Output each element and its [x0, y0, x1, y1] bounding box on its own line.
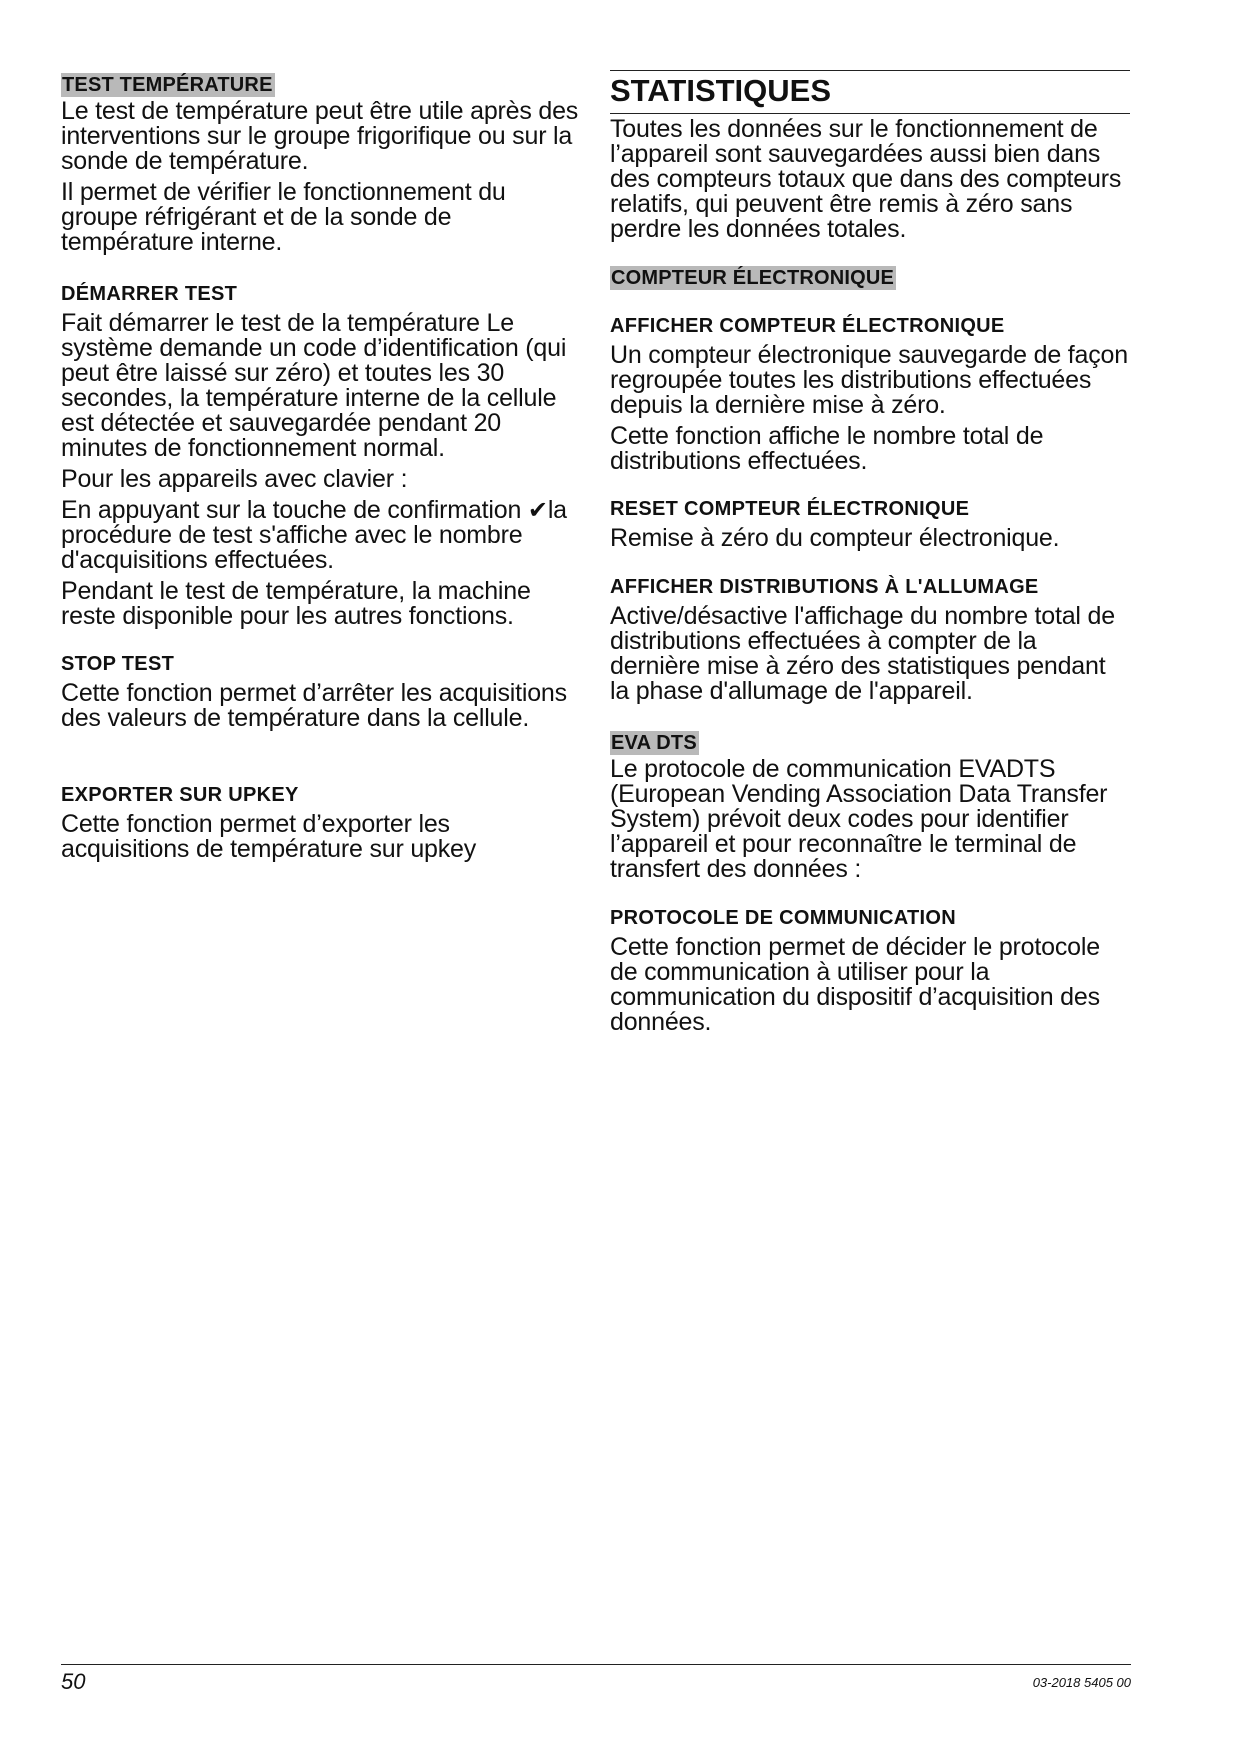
protocole-section — [610, 906, 1130, 1035]
afficher-distributions-paragraph: Active/désactive l'affichage du nombre total de distributions effectuées à compter de la dernière mise à zéro des statistiques pendant la phase d'allumage de l'appareil. — [610, 602, 1115, 705]
afficher-compteur-paragraph: Un compteur électronique sauvegarde de façon regroupée toutes les distributions effectuées depuis la dernière mise à zéro. — [610, 341, 1128, 419]
afficher-distributions-section — [610, 575, 1130, 704]
protocole-paragraph: Cette fonction permet de décider le protocole de communication à utiliser pour la communication du dispositif d’acquisition des données. — [610, 933, 1100, 1036]
demarrer-test-section — [61, 282, 581, 629]
statistiques-intro: Toutes les données sur le fonctionnement de l’appareil sont sauvegardées aussi bien dans des compteurs totaux que dans des compteurs relatifs, qui peuvent être remis à zéro sans perdre les données totales. — [610, 115, 1122, 243]
page-footer — [61, 1664, 1131, 1694]
reset-compteur-heading: RESET COMPTEUR ÉLECTRONIQUE — [610, 498, 970, 520]
test-temperature-heading: TEST TEMPÉRATURE — [62, 74, 273, 96]
afficher-compteur-paragraph: Cette fonction affiche le nombre total de distributions effectuées. — [610, 422, 1044, 475]
eva-dts-heading: EVA DTS — [611, 732, 697, 754]
stop-test-heading: STOP TEST — [61, 653, 175, 675]
test-temperature-section — [61, 73, 581, 255]
statistiques-title-block — [610, 73, 1130, 109]
exporter-upkey-section — [61, 783, 581, 862]
afficher-compteur-section — [610, 314, 1130, 474]
section-title: STATISTIQUES — [610, 73, 832, 108]
stop-test-section — [61, 652, 581, 731]
reset-compteur-paragraph: Remise à zéro du compteur électronique. — [610, 524, 1060, 552]
demarrer-test-paragraph — [61, 498, 581, 573]
compteur-electronique-heading: COMPTEUR ÉLECTRONIQUE — [611, 267, 895, 289]
demarrer-test-paragraph: Fait démarrer le test de la température Le système demande un code d’identification (qui peut être laissé sur zéro) et toutes les 30 secondes, la température interne de la cellule est détectée et sauvegardée pendant 20 minutes de fonctionnement normal. — [61, 309, 567, 462]
statistiques-intro-block — [610, 117, 1130, 242]
reset-compteur-section — [610, 497, 1130, 551]
eva-dts-section — [610, 731, 1130, 882]
protocole-heading: PROTOCOLE DE COMMUNICATION — [610, 907, 956, 929]
afficher-compteur-heading: AFFICHER COMPTEUR ÉLECTRONIQUE — [610, 315, 1005, 337]
test-temperature-paragraph: Il permet de vérifier le fonctionnement du groupe réfrigérant et de la sonde de température interne. — [61, 178, 506, 256]
confirm-prefix-text: En appuyant sur la touche de confirmation — [61, 496, 522, 524]
demarrer-test-paragraph: Pendant le test de température, la machine reste disponible pour les autres fonctions. — [61, 577, 531, 630]
page-number: 50 — [61, 1669, 86, 1694]
eva-dts-paragraph: Le protocole de communication EVADTS (European Vending Association Data Transfer System) prévoit deux codes pour identifier l’appareil et pour reconnaître le terminal de transfert des données : — [610, 755, 1108, 883]
demarrer-test-paragraph: Pour les appareils avec clavier : — [61, 465, 408, 493]
checkmark-icon: ✔ — [527, 497, 548, 524]
afficher-distributions-heading: AFFICHER DISTRIBUTIONS À L'ALLUMAGE — [610, 576, 1039, 598]
demarrer-test-heading: DÉMARRER TEST — [61, 283, 238, 305]
test-temperature-paragraph: Le test de température peut être utile après des interventions sur le groupe frigorifique ou sur la sonde de température. — [61, 97, 579, 175]
confirm-rest-text: la procédure de test s'affiche avec le nombre d'acquisitions effectuées. — [61, 496, 567, 574]
section-bottom-rule — [610, 113, 1130, 114]
stop-test-paragraph: Cette fonction permet d’arrêter les acquisitions des valeurs de température dans la cellule. — [61, 679, 567, 732]
compteur-electronique-section — [610, 266, 1130, 290]
document-code: 03-2018 5405 00 — [1032, 1675, 1131, 1690]
exporter-upkey-paragraph: Cette fonction permet d’exporter les acquisitions de température sur upkey — [61, 810, 477, 863]
section-top-rule — [610, 70, 1130, 71]
exporter-upkey-heading: EXPORTER SUR UPKEY — [61, 784, 299, 806]
